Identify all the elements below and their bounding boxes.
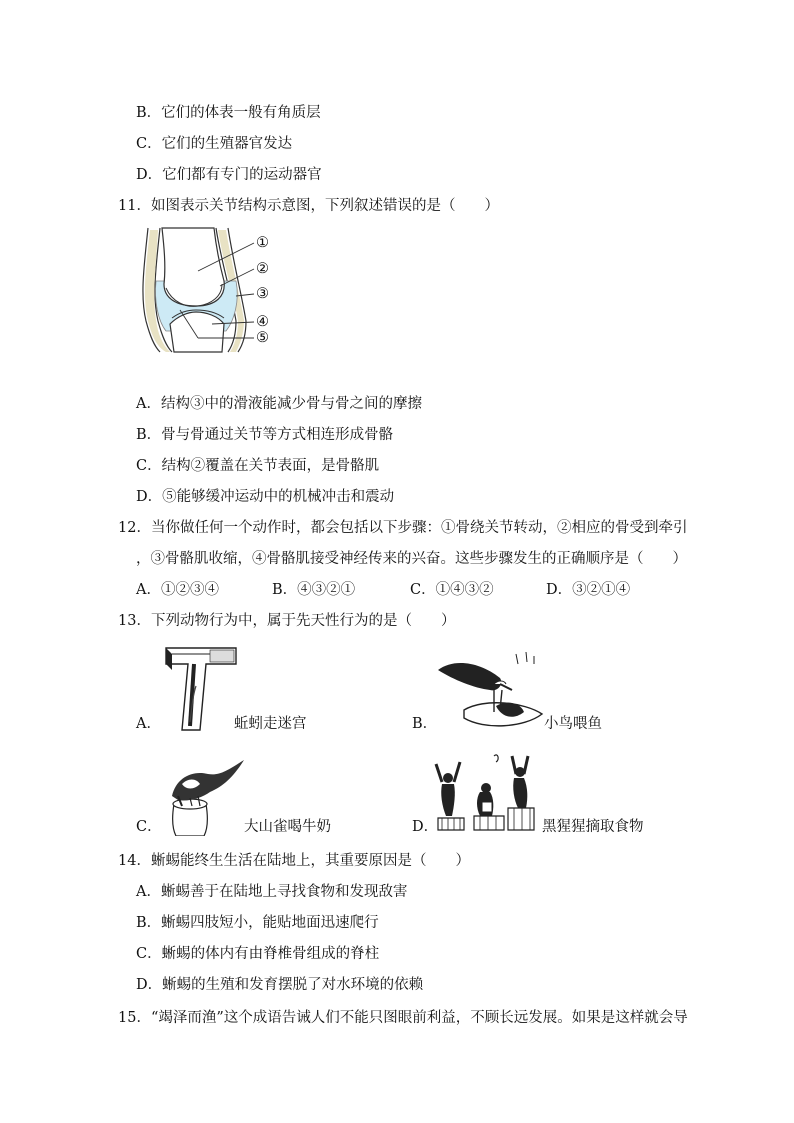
q11-option-b: B．骨与骨通过关节等方式相连形成骨骼 xyxy=(136,427,394,443)
q11-option-c: C．结构②覆盖在关节表面，是骨骼肌 xyxy=(136,458,380,474)
q12-option-b: B．④③②① xyxy=(272,582,356,598)
figure-label-4: ④ xyxy=(256,314,269,330)
q11-option-a: A．结构③中的滑液能减少骨与骨之间的摩擦 xyxy=(136,396,422,412)
great-tit-milk-image xyxy=(158,756,246,836)
q11-stem: 11．如图表示关节结构示意图，下列叙述错误的是（ ） xyxy=(118,198,499,214)
q14-option-a: A．蜥蜴善于在陆地上寻找食物和发现敌害 xyxy=(136,884,408,900)
q11-option-d: D．⑤能够缓冲运动中的机械冲击和震动 xyxy=(136,489,395,505)
q14-option-c: C．蜥蜴的体内有由脊椎骨组成的脊柱 xyxy=(136,946,380,962)
q12-stem-line1: 12．当你做任何一个动作时，都会包括以下步骤：①骨绕关节转动，②相应的骨受到牵引 xyxy=(118,520,688,536)
q10-option-c: C．它们的生殖器官发达 xyxy=(136,136,293,152)
q13-option-d-caption: 黑猩猩摘取食物 xyxy=(542,819,644,835)
q13-option-c-letter: C． xyxy=(136,819,162,835)
figure-label-1: ① xyxy=(256,235,269,251)
earthworm-maze-image xyxy=(160,646,238,732)
q12-option-c: C．①④③② xyxy=(410,582,494,598)
q12-option-d: D．③②①④ xyxy=(546,582,631,598)
q12-stem-line2: ，③骨骼肌收缩，④骨骼肌接受神经传来的兴奋。这些步骤发生的正确顺序是（ ） xyxy=(136,551,687,567)
q10-option-d: D．它们都有专门的运动器官 xyxy=(136,167,322,183)
figure-label-2: ② xyxy=(256,261,269,277)
q13-option-b-letter: B． xyxy=(412,716,438,732)
q13-option-d-letter: D． xyxy=(412,819,439,835)
q14-option-d: D．蜥蜴的生殖和发育摆脱了对水环境的依赖 xyxy=(136,977,424,993)
q12-option-a: A．①②③④ xyxy=(136,582,219,598)
chimpanzee-food-image xyxy=(434,750,542,836)
q14-stem: 14．蜥蜴能终生生活在陆地上，其重要原因是（ ） xyxy=(118,853,470,869)
bird-feeding-fish-image xyxy=(434,650,546,732)
figure-label-3: ③ xyxy=(256,286,269,302)
q13-option-a-caption: 蚯蚓走迷宫 xyxy=(234,716,307,732)
q13-stem: 13．下列动物行为中，属于先天性行为的是（ ） xyxy=(118,613,456,629)
q13-option-a-letter: A． xyxy=(136,716,161,732)
figure-label-5: ⑤ xyxy=(256,330,269,346)
q15-stem: 15．“竭泽而渔”这个成语告诫人们不能只图眼前利益，不顾长远发展。如果是这样就会导 xyxy=(118,1010,688,1026)
q10-option-b: B．它们的体表一般有角质层 xyxy=(136,105,321,121)
q13-option-b-caption: 小鸟喂鱼 xyxy=(544,716,602,732)
q14-option-b: B．蜥蜴四肢短小，能贴地面迅速爬行 xyxy=(136,915,379,931)
q13-option-c-caption: 大山雀喝牛奶 xyxy=(244,819,331,835)
